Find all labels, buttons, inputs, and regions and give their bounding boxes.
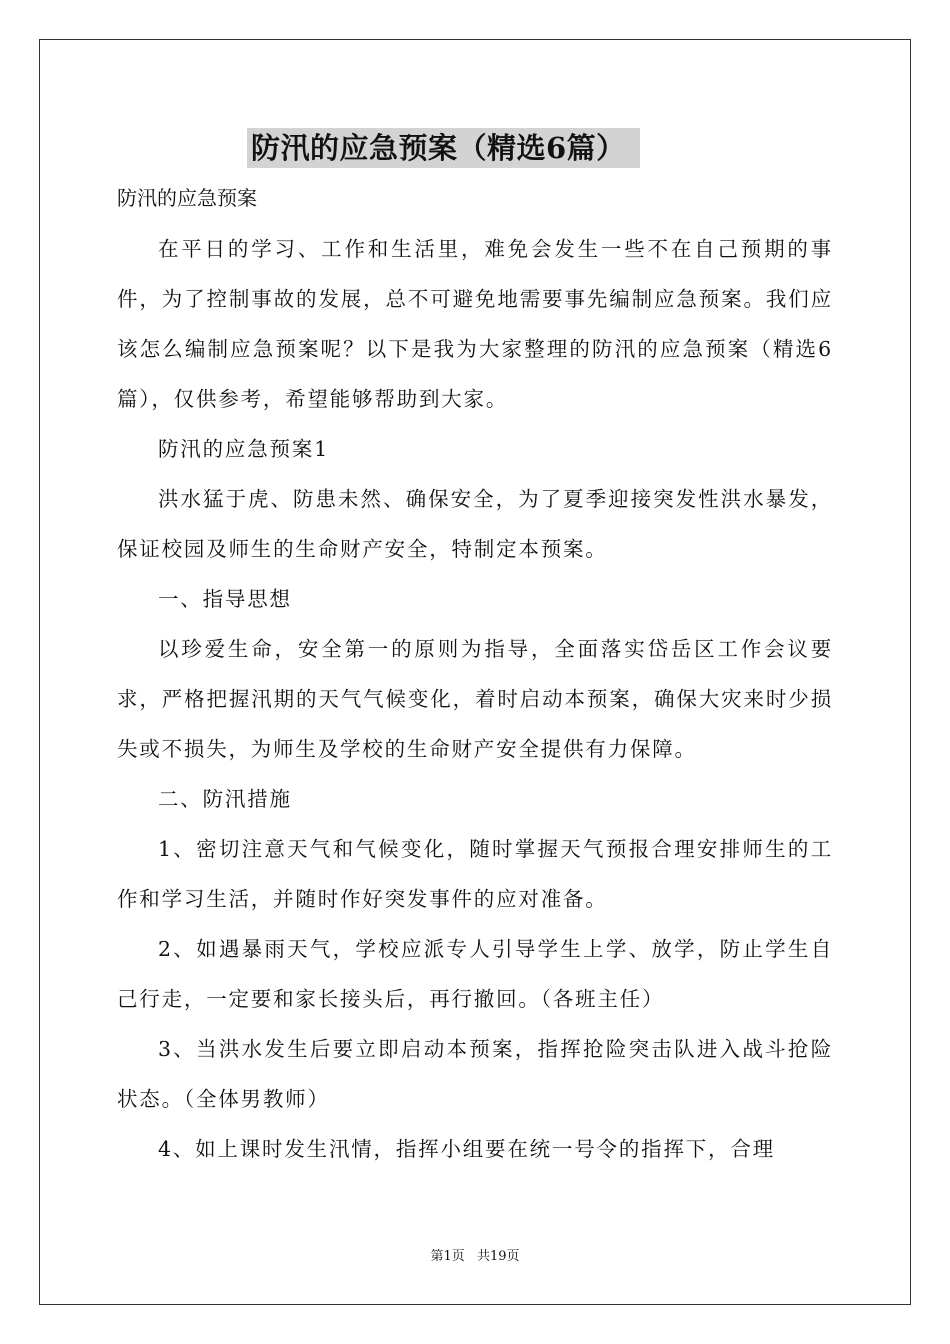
page-total: 共19页 [476,1249,520,1264]
paragraph-measure-1: 1、密切注意天气和气候变化，随时掌握天气预报合理安排师生的工作和学习生活，并随时作好突发事件的应对准备。 [117,837,833,911]
document-title: 防汛的应急预案（精选6篇） [247,128,640,168]
paragraph-intro: 在平日的学习、工作和生活里，难免会发生一些不在自己预期的事件，为了控制事故的发展，总不可避免地需要事先编制应急预案。我们应该怎么编制应急预案呢？以下是我为大家整理的防汛的应急预案（精选6篇），仅供参考，希望能够帮助到大家。 [117,237,833,411]
paragraph-purpose: 洪水猛于虎、防患未然、确保安全，为了夏季迎接突发性洪水暴发，保证校园及师生的生命财产安全，特制定本预案。 [117,487,833,561]
section-heading-measures: 二、防汛措施 [158,787,292,811]
paragraph-guiding-thought: 以珍爱生命，安全第一的原则为指导，全面落实岱岳区工作会议要求，严格把握汛期的天气气候变化，着时启动本预案，确保大灾来时少损失或不损失，为师生及学校的生命财产安全提供有力保障。 [117,637,833,761]
page-number: 第1页 [430,1249,465,1264]
paragraph-measure-2: 2、如遇暴雨天气，学校应派专人引导学生上学、放学，防止学生自己行走，一定要和家长接头后，再行撤回。（各班主任） [117,937,833,1011]
section-heading-guiding-thought: 一、指导思想 [158,587,292,611]
document-subtitle: 防汛的应急预案 [117,186,257,210]
paragraph-measure-3: 3、当洪水发生后要立即启动本预案，指挥抢险突击队进入战斗抢险状态。（全体男教师） [117,1037,833,1111]
paragraph-measure-4: 4、如上课时发生汛情，指挥小组要在统一号令的指挥下，合理 [158,1137,775,1161]
document-body [117,224,833,1174]
section-heading-plan-1: 防汛的应急预案1 [158,437,329,461]
page-footer [0,1248,950,1266]
